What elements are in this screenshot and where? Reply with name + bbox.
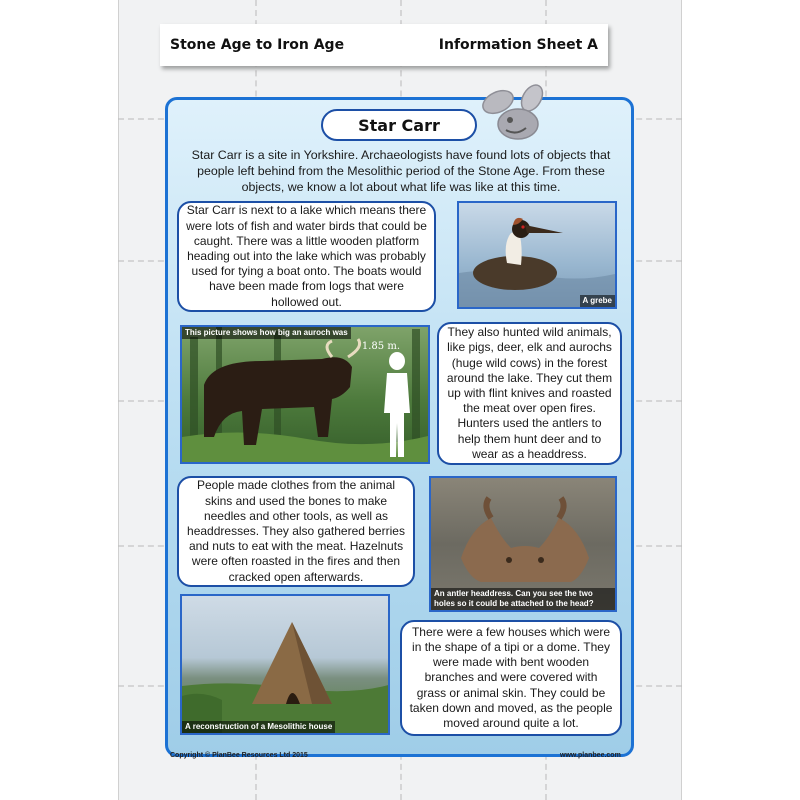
info-box-houses xyxy=(400,620,622,736)
info-text-clothes: People made clothes from the animal skins and used the bones to make needles and other tools, as well as headdresses. They also gathered berries and nuts to eat with the meat. Hazelnuts were often roasted in the fires and then cracked open afterwards. xyxy=(187,478,405,584)
info-text-hunting: They also hunted wild animals, like pigs, deer, elk and aurochs (huge wild cows) in the forest around the lake. They cut them up with flint knives and roasted the meat over open fires. Hunters used the antlers to help them hunt deer and to wear as a headdress. xyxy=(446,325,613,461)
page-title: Star Carr xyxy=(321,109,477,141)
info-box-clothes xyxy=(177,476,415,587)
house-photo xyxy=(180,594,390,735)
headdress-caption: An antler headdress. Can you see the two holes so it could be attached to the head? xyxy=(431,588,615,610)
info-text-houses: There were a few houses which were in the shape of a tipi or a dome. They were made with bent wooden branches and were covered with grass or animal skin. They could be taken down and moved, as the people moved around quite a lot. xyxy=(409,624,613,731)
header-right-title: Information Sheet A xyxy=(438,37,598,53)
auroch-caption: This picture shows how big an auroch was xyxy=(182,327,351,339)
house-caption: A reconstruction of a Mesolithic house xyxy=(182,721,335,733)
sheet-header xyxy=(160,24,608,66)
auroch-height-label: 1.85 m. xyxy=(361,341,400,352)
info-box-lake xyxy=(177,201,436,312)
info-text-lake: Star Carr is next to a lake which means there were lots of fish and water birds that could be caught. There was a little wooden platform heading out into the lake which was probably used for tying a boat onto. The boats would have been made from logs that were hollowed out. xyxy=(186,203,427,309)
intro-paragraph: Star Carr is a site in Yorkshire. Archaeologists have found lots of objects that people left behind from the Mesolithic period of the Stone Age. From these objects, we know a lot about what life was like at this time. xyxy=(191,148,611,194)
headdress-photo xyxy=(429,476,617,612)
grebe-photo xyxy=(457,201,617,309)
bee-logo-icon xyxy=(470,84,554,148)
header-left-title: Stone Age to Iron Age xyxy=(170,37,345,53)
grebe-caption: A grebe xyxy=(580,295,616,307)
info-box-hunting xyxy=(437,322,622,465)
auroch-photo xyxy=(180,325,430,464)
footer-website[interactable]: www.planbee.com xyxy=(560,752,621,759)
grebe-illustration xyxy=(459,203,617,309)
house-illustration xyxy=(182,596,390,735)
footer-copyright: Copyright © PlanBee Resources Ltd 2015 xyxy=(170,752,308,759)
